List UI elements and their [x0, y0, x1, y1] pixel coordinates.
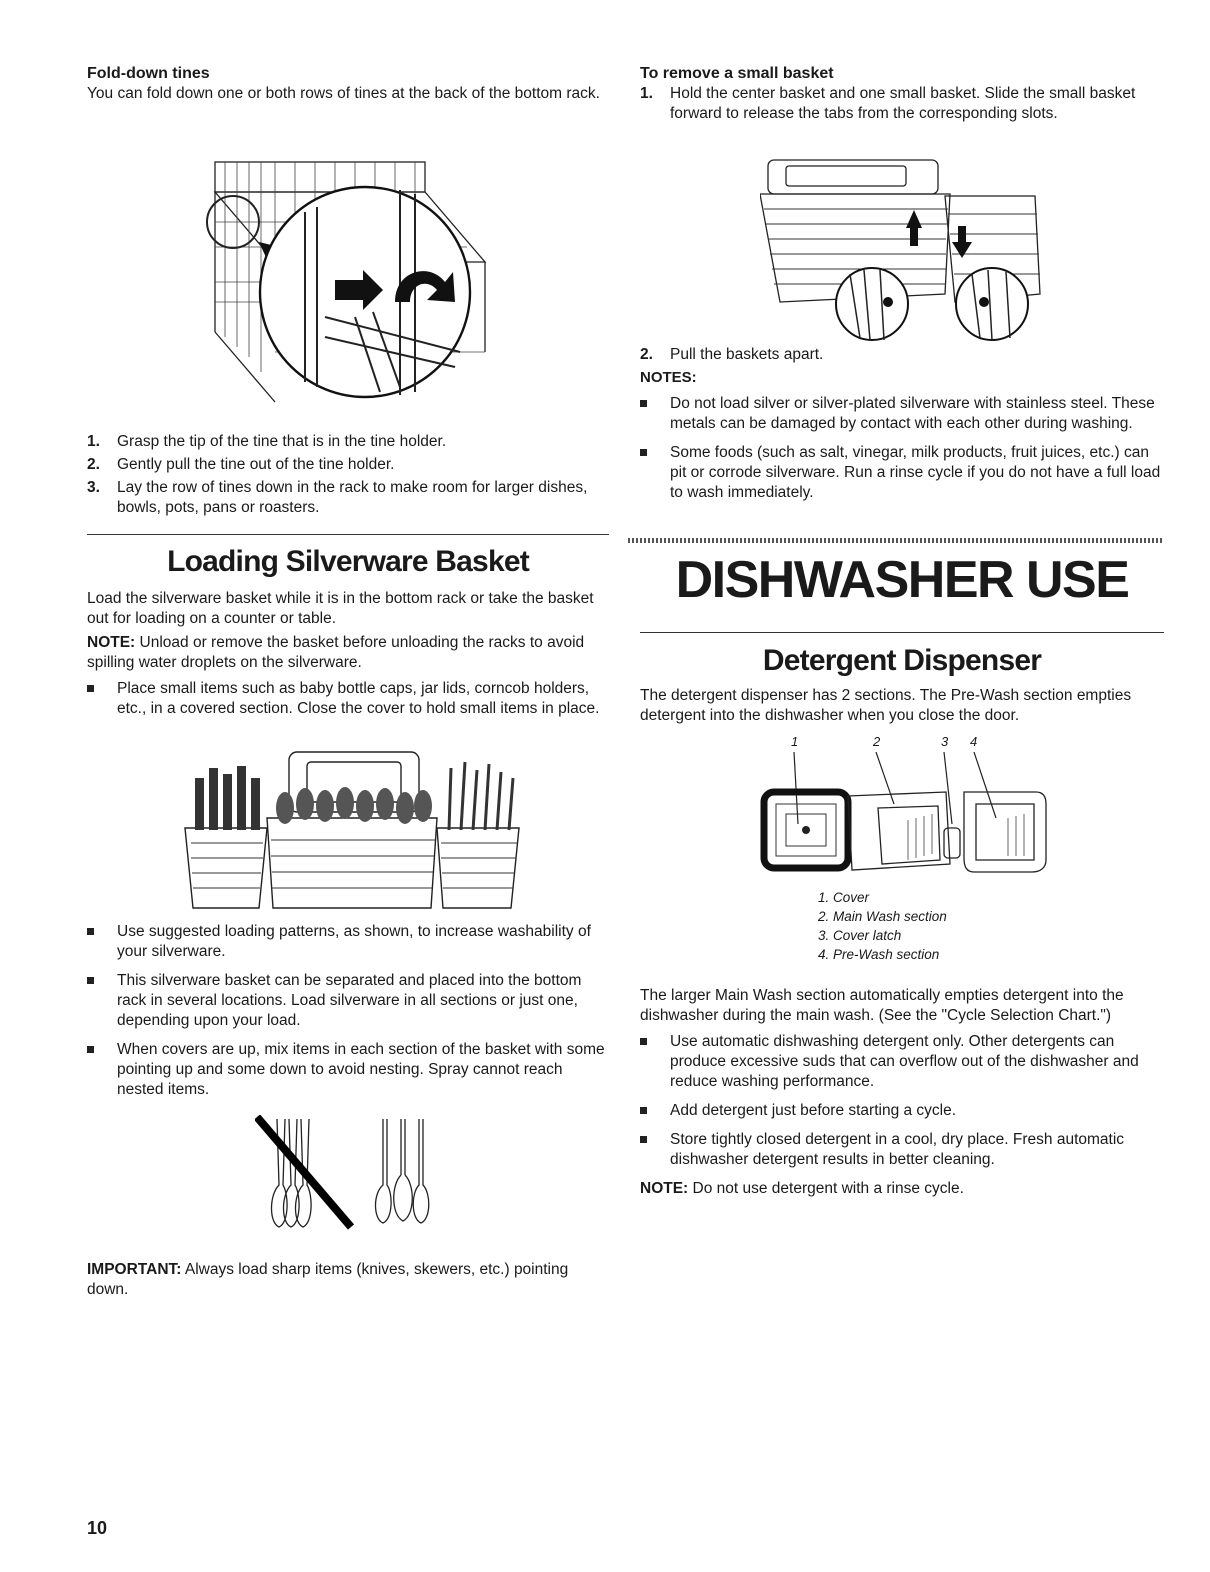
detergent-note: NOTE: Do not use detergent with a rinse cycle.: [640, 1180, 964, 1197]
list-item: This silverware basket can be separated and placed into the bottom rack in several locations. Load silverware in all sections or just one, depending upon your load.: [87, 971, 609, 1031]
detergent-intro: The detergent dispenser has 2 sections. The Pre-Wash section empties detergent into the dishwasher when you close the door.: [640, 687, 1132, 724]
section-divider: [87, 534, 609, 535]
dispenser-legend: [818, 888, 1118, 964]
step-item: 1. Hold the center basket and one small basket. Slide the small basket forward to release the tabs from the corresponding slots.: [640, 85, 1136, 122]
notes-label: NOTES:: [640, 369, 697, 386]
fold-down-intro: You can fold down one or both rows of tines at the back of the bottom rack.: [87, 85, 600, 102]
list-item: Use suggested loading patterns, as shown, to increase washability of your silverware.: [87, 922, 609, 962]
silverware-intro-block: [87, 589, 609, 728]
dispenser-illustration: [758, 752, 1048, 882]
list-item: Do not load silver or silver-plated silverware with stainless steel. These metals can be damaged by contact with each other during washing.: [640, 394, 1164, 434]
section-divider: [640, 632, 1164, 633]
fold-down-section: [87, 64, 609, 104]
silverware-title: Loading Silverware Basket: [167, 545, 529, 578]
list-item: Place small items such as baby bottle caps, jar lids, corncob holders, etc., in a covered section. Close the cover to hold small items in place.: [87, 679, 609, 719]
dispenser-callouts: [640, 734, 1164, 754]
detergent-paragraph: The larger Main Wash section automatically empties detergent into the dishwasher during the main wash. (See the "Cycle Selection Chart."): [640, 987, 1124, 1024]
list-item: When covers are up, mix items in each section of the basket with some pointing up and some down to avoid nesting. Spray cannot reach nested items.: [87, 1040, 609, 1100]
callout-number: 3: [941, 734, 949, 749]
list-item: Use automatic dishwashing detergent only. Other detergents can produce excessive suds that can overflow out of the dishwasher and reduce washing performance.: [640, 1032, 1164, 1092]
legend-item: 3. Cover latch: [818, 928, 902, 943]
page-number: 10: [87, 1518, 108, 1538]
fold-down-steps: [87, 432, 609, 521]
legend-item: 2. Main Wash section: [818, 909, 947, 924]
silverware-note: NOTE: Unload or remove the basket before unloading the racks to avoid spilling water droplets on the silverware.: [87, 634, 585, 671]
detergent-title: Detergent Dispenser: [762, 644, 1042, 677]
step-item: 1. Grasp the tip of the tine that is in the tine holder.: [87, 433, 447, 450]
silverware-basket-illustration: [179, 748, 524, 918]
remove-basket-continued: [640, 345, 1164, 512]
legend-item: 1. Cover: [818, 890, 870, 905]
nesting-illustration: [255, 1115, 455, 1235]
dotted-divider: [628, 538, 1164, 543]
dishwasher-use-title: DISHWASHER USE: [675, 551, 1129, 609]
remove-basket-section: [640, 64, 1164, 127]
callout-number: 4: [970, 734, 978, 749]
list-item: Add detergent just before starting a cycle.: [640, 1101, 1164, 1121]
legend-item: 4. Pre-Wash section: [818, 947, 940, 962]
callout-number: 1: [791, 734, 799, 749]
list-item: Store tightly closed detergent in a cool, dry place. Fresh automatic dishwasher detergent results in better cleaning.: [640, 1130, 1164, 1170]
detergent-details: [640, 986, 1164, 1199]
fold-down-heading: Fold-down tines: [87, 65, 210, 82]
remove-basket-heading: To remove a small basket: [640, 65, 834, 82]
rack-illustration: [205, 152, 495, 412]
silverware-intro: Load the silverware basket while it is in the bottom rack or take the basket out for loading on a counter or table.: [87, 590, 594, 627]
remove-basket-illustration: [760, 154, 1055, 344]
step-item: 2. Pull the baskets apart.: [640, 346, 824, 363]
important-note: IMPORTANT: Always load sharp items (knives, skewers, etc.) pointing down.: [87, 1261, 569, 1298]
step-item: 3. Lay the row of tines down in the rack to make room for larger dishes, bowls, pots, pans or roasters.: [87, 479, 588, 516]
step-item: 2. Gently pull the tine out of the tine holder.: [87, 456, 395, 473]
silverware-bullets: [87, 922, 609, 1109]
list-item: Some foods (such as salt, vinegar, milk products, fruit juices, etc.) can pit or corrode silverware. Run a rinse cycle if you do not have a full load to wash immediately.: [640, 443, 1164, 503]
callout-number: 2: [873, 734, 881, 749]
